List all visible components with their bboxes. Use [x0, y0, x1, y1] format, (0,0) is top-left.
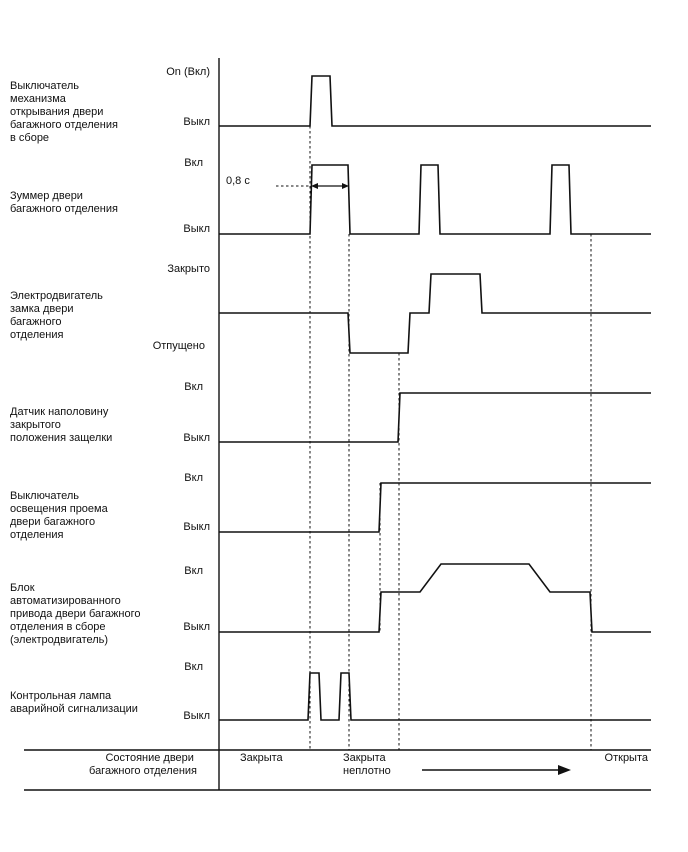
signal-name	[10, 290, 106, 341]
low-level-label: Выкл	[183, 521, 210, 533]
low-level-label: Отпущено	[152, 340, 205, 352]
signal-opener-switch	[10, 66, 651, 144]
interval-label: 0,8 с	[226, 175, 250, 187]
low-level-label: Выкл	[183, 710, 210, 722]
signal-name-line: отделения	[10, 329, 64, 341]
signal-name	[10, 80, 121, 144]
signal-name-line: багажного отделения	[10, 119, 118, 131]
signal-name-line: отделения в сборе	[10, 621, 106, 633]
state-text-line: Открыта	[604, 752, 648, 764]
waveform	[219, 673, 651, 720]
state-closed	[240, 752, 284, 764]
signal-name-line: автоматизированного	[10, 595, 121, 607]
high-level-label: Закрыто	[167, 263, 210, 275]
high-level-label: Вкл	[184, 472, 203, 484]
waveform	[219, 483, 651, 532]
state-text-line: Закрыта	[343, 752, 386, 764]
state-row-label-line: багажного отделения	[89, 765, 197, 777]
signal-name-line: привода двери багажного	[10, 608, 141, 620]
low-level-label: Выкл	[183, 621, 210, 633]
high-level-label: Вкл	[184, 381, 203, 393]
waveform	[219, 165, 651, 234]
signal-name-line: открывания двери	[10, 106, 104, 118]
high-level-label: Вкл	[184, 157, 203, 169]
high-level-label: Вкл	[184, 661, 203, 673]
high-level-label: On (Вкл)	[166, 66, 210, 78]
signal-name-line: багажного	[10, 316, 62, 328]
waveform	[219, 274, 651, 353]
signal-name-line: механизма	[10, 93, 66, 105]
state-half-closed	[343, 752, 391, 777]
signal-name-line: Блок	[10, 582, 35, 594]
signal-name-line: Зуммер двери	[10, 190, 83, 202]
state-progress-arrow-head	[558, 765, 571, 775]
low-level-label: Выкл	[183, 116, 210, 128]
signal-name	[10, 190, 118, 215]
signal-buzzer	[10, 157, 651, 235]
state-row-label	[89, 752, 197, 777]
signal-name-line: положения защелки	[10, 432, 113, 444]
signal-half-latch-sensor	[10, 381, 651, 444]
signal-name-line: (электродвигатель)	[10, 634, 109, 646]
signal-name-line: Датчик наполовину	[10, 406, 109, 418]
signal-name-line: освещения проема	[10, 503, 108, 515]
signal-name-line: отделения	[10, 529, 64, 541]
state-text-line: Закрыта	[240, 752, 283, 764]
state-row-label-line: Состояние двери	[105, 752, 194, 764]
signal-name	[10, 582, 144, 646]
signal-lock-motor	[10, 263, 651, 353]
waveform	[219, 393, 651, 442]
signal-name-line: Контрольная лампа	[10, 690, 112, 702]
signal-name-line: в сборе	[10, 132, 50, 144]
signal-name-line: замка двери	[10, 303, 74, 315]
signal-name-line: двери багажного	[10, 516, 96, 528]
state-open	[605, 752, 649, 764]
signal-name-line: закрытого	[10, 419, 61, 431]
signal-name	[10, 406, 112, 444]
signal-name	[10, 490, 111, 541]
signal-name-line: Выключатель	[10, 80, 80, 92]
signal-name-line: Электродвигатель	[10, 290, 103, 302]
high-level-label: Вкл	[184, 565, 203, 577]
signal-name-line: Выключатель	[10, 490, 80, 502]
signal-name	[10, 690, 138, 715]
signal-name-line: багажного отделения	[10, 203, 118, 215]
waveform	[219, 564, 651, 632]
signal-power-door-unit	[10, 564, 651, 646]
signal-courtesy-switch	[10, 472, 651, 541]
state-text-line: неплотно	[343, 765, 391, 777]
signal-hazard-lamp	[10, 661, 651, 722]
signal-name-line: аварийной сигнализации	[10, 703, 138, 715]
low-level-label: Выкл	[183, 432, 210, 444]
low-level-label: Выкл	[183, 223, 210, 235]
waveform	[219, 76, 651, 126]
door-state-row	[89, 752, 649, 777]
